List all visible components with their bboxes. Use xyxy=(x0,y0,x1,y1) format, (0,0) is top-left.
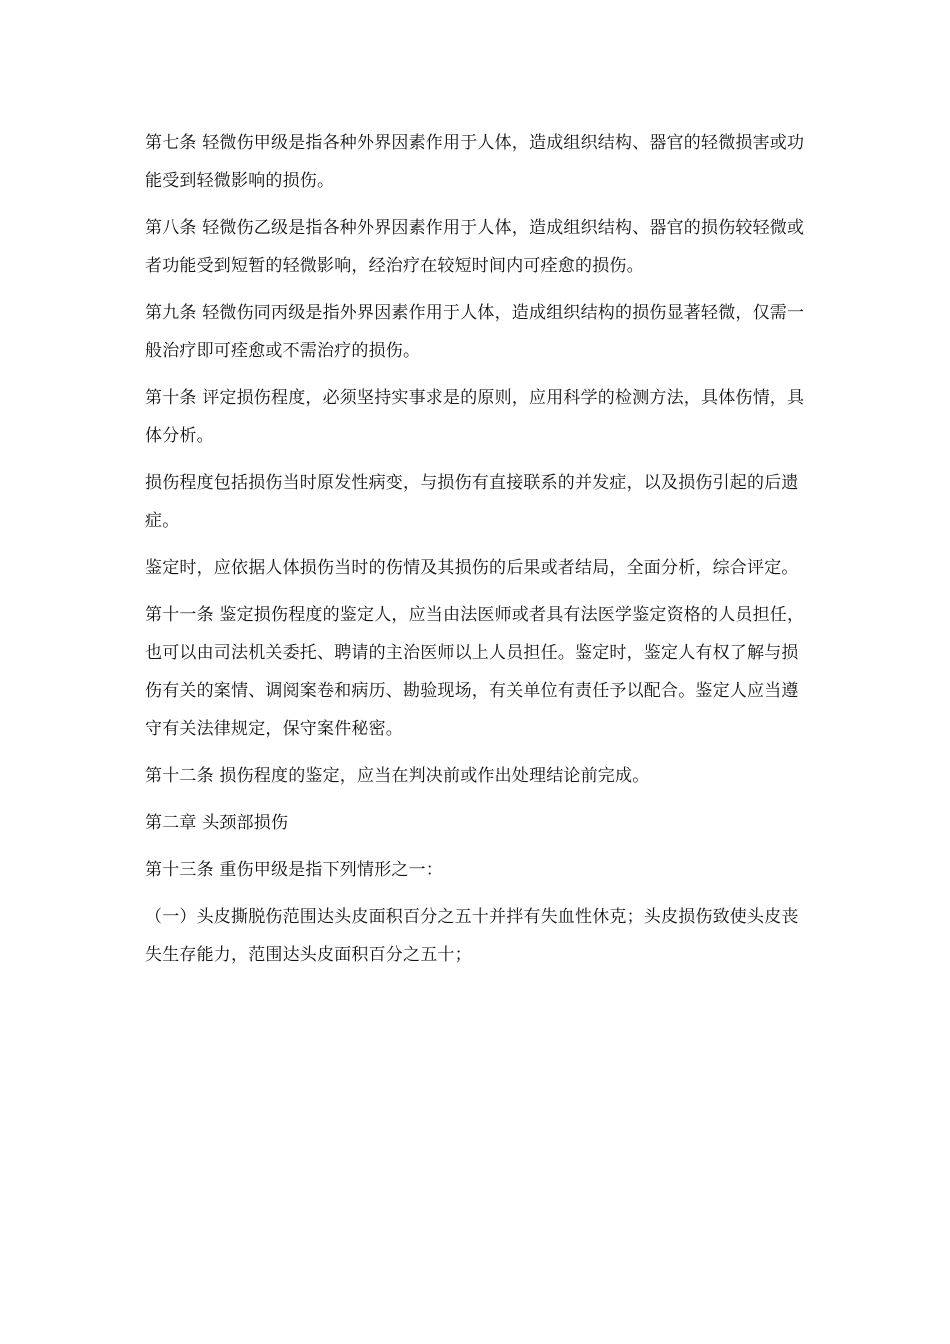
paragraph-article-11: 第十一条 鉴定损伤程度的鉴定人，应当由法医师或者具有法医学鉴定资格的人员担任，也可以由司法机关委托、聘请的主治医师以上人员担任。鉴定时，鉴定人有权了解与损伤有关的案情、调阅案卷和病历、勘验现场，有关单位有责任予以配合。鉴定人应当遵守有关法律规定，保守案件秘密。 xyxy=(145,605,805,739)
paragraph-item-1: （一）头皮撕脱伤范围达头皮面积百分之五十并拌有失血性休克；头皮损伤致使头皮丧失生存能力，范围达头皮面积百分之五十； xyxy=(145,907,799,965)
paragraph-assessment-basis: 鉴定时，应依据人体损伤当时的伤情及其损伤的后果或者结局，全面分析，综合评定。 xyxy=(145,558,799,578)
chapter-heading: 第二章 头颈部损伤 xyxy=(145,813,289,833)
paragraph-article-13: 第十三条 重伤甲级是指下列情形之一： xyxy=(145,860,444,880)
paragraph-article-9: 第九条 轻微伤同丙级是指外界因素作用于人体，造成组织结构的损伤显著轻微，仅需一般治疗即可痊愈或不需治疗的损伤。 xyxy=(145,303,805,361)
document-body xyxy=(145,124,807,983)
paragraph-article-10: 第十条 评定损伤程度，必须坚持实事求是的原则，应用科学的检测方法，具体伤情，具体分析。 xyxy=(145,388,805,446)
paragraph-injury-scope: 损伤程度包括损伤当时原发性病变，与损伤有直接联系的并发症，以及损伤引起的后遗症。 xyxy=(145,473,799,531)
paragraph-article-7: 第七条 轻微伤甲级是指各种外界因素作用于人体，造成组织结构、器官的轻微损害或功能受到轻微影响的损伤。 xyxy=(145,133,805,191)
paragraph-article-8: 第八条 轻微伤乙级是指各种外界因素作用于人体，造成组织结构、器官的损伤较轻微或者功能受到短暂的轻微影响，经治疗在较短时间内可痊愈的损伤。 xyxy=(145,218,805,276)
paragraph-article-12: 第十二条 损伤程度的鉴定，应当在判决前或作出处理结论前完成。 xyxy=(145,766,650,786)
